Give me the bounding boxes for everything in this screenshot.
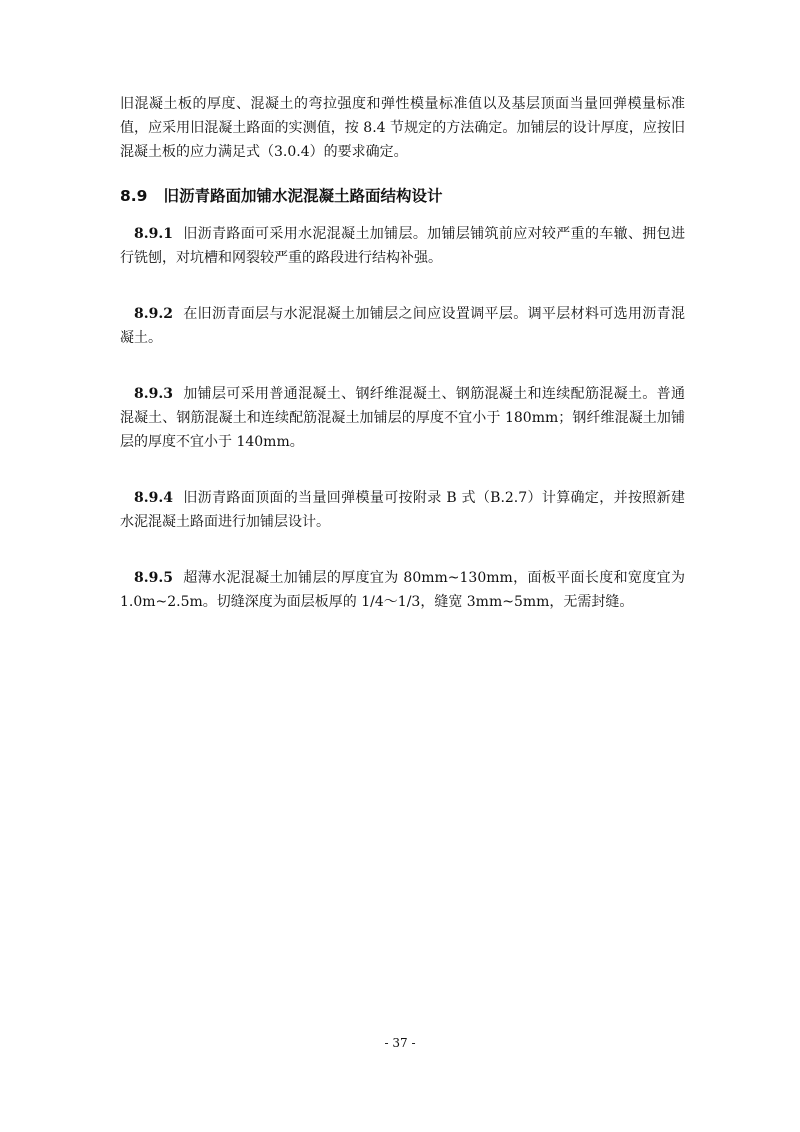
clause-text: 旧沥青路面可采用水泥混凝土加铺层。加铺层铺筑前应对较严重的车辙、拥包进行铣刨，对坑槽和网裂较严重的路段进行结构补强。 <box>120 226 685 266</box>
section-title: 旧沥青路面加铺水泥混凝土路面结构设计 <box>163 187 443 205</box>
intro-paragraph: 旧混凝土板的厚度、混凝土的弯拉强度和弹性模量标准值以及基层顶面当量回弹模量标准值，应采用旧混凝土路面的实测值，按 8.4 节规定的方法确定。加铺层的设计厚度，应按旧混凝土板的应力满足式（3.0.4）的要求确定。 <box>120 96 685 160</box>
clause-text: 在旧沥青面层与水泥混凝土加铺层之间应设置调平层。调平层材料可选用沥青混凝土。 <box>120 306 685 346</box>
clause-8-9-5 <box>120 566 685 614</box>
clause-text: 加铺层可采用普通混凝土、钢纤维混凝土、钢筋混凝土和连续配筋混凝土。普通混凝土、钢筋混凝土和连续配筋混凝土加铺层的厚度不宜小于 180mm；钢纤维混凝土加铺层的厚度不宜小于 140mm。 <box>120 386 685 450</box>
section-heading <box>120 184 685 208</box>
clause-text: 超薄水泥混凝土加铺层的厚度宜为 80mm~130mm，面板平面长度和宽度宜为 1.0m~2.5m。切缝深度为面层板厚的 1/4～1/3，缝宽 3mm~5mm，无需封缝。 <box>120 570 685 610</box>
clause-8-9-1 <box>120 222 685 270</box>
clause-text: 旧沥青路面顶面的当量回弹模量可按附录 B 式（B.2.7）计算确定，并按照新建水泥混凝土路面进行加铺层设计。 <box>120 490 685 530</box>
page-number: - 37 - <box>384 1036 416 1050</box>
clause-number: 8.9.3 <box>134 386 173 402</box>
document-page <box>120 92 685 646</box>
clause-number: 8.9.1 <box>134 226 173 242</box>
clause-number: 8.9.5 <box>134 570 173 586</box>
clause-8-9-3 <box>120 382 685 454</box>
clause-8-9-2 <box>120 302 685 350</box>
section-number: 8.9 <box>120 187 148 205</box>
clause-8-9-4 <box>120 486 685 534</box>
clause-number: 8.9.2 <box>134 306 173 322</box>
clause-number: 8.9.4 <box>134 490 173 506</box>
